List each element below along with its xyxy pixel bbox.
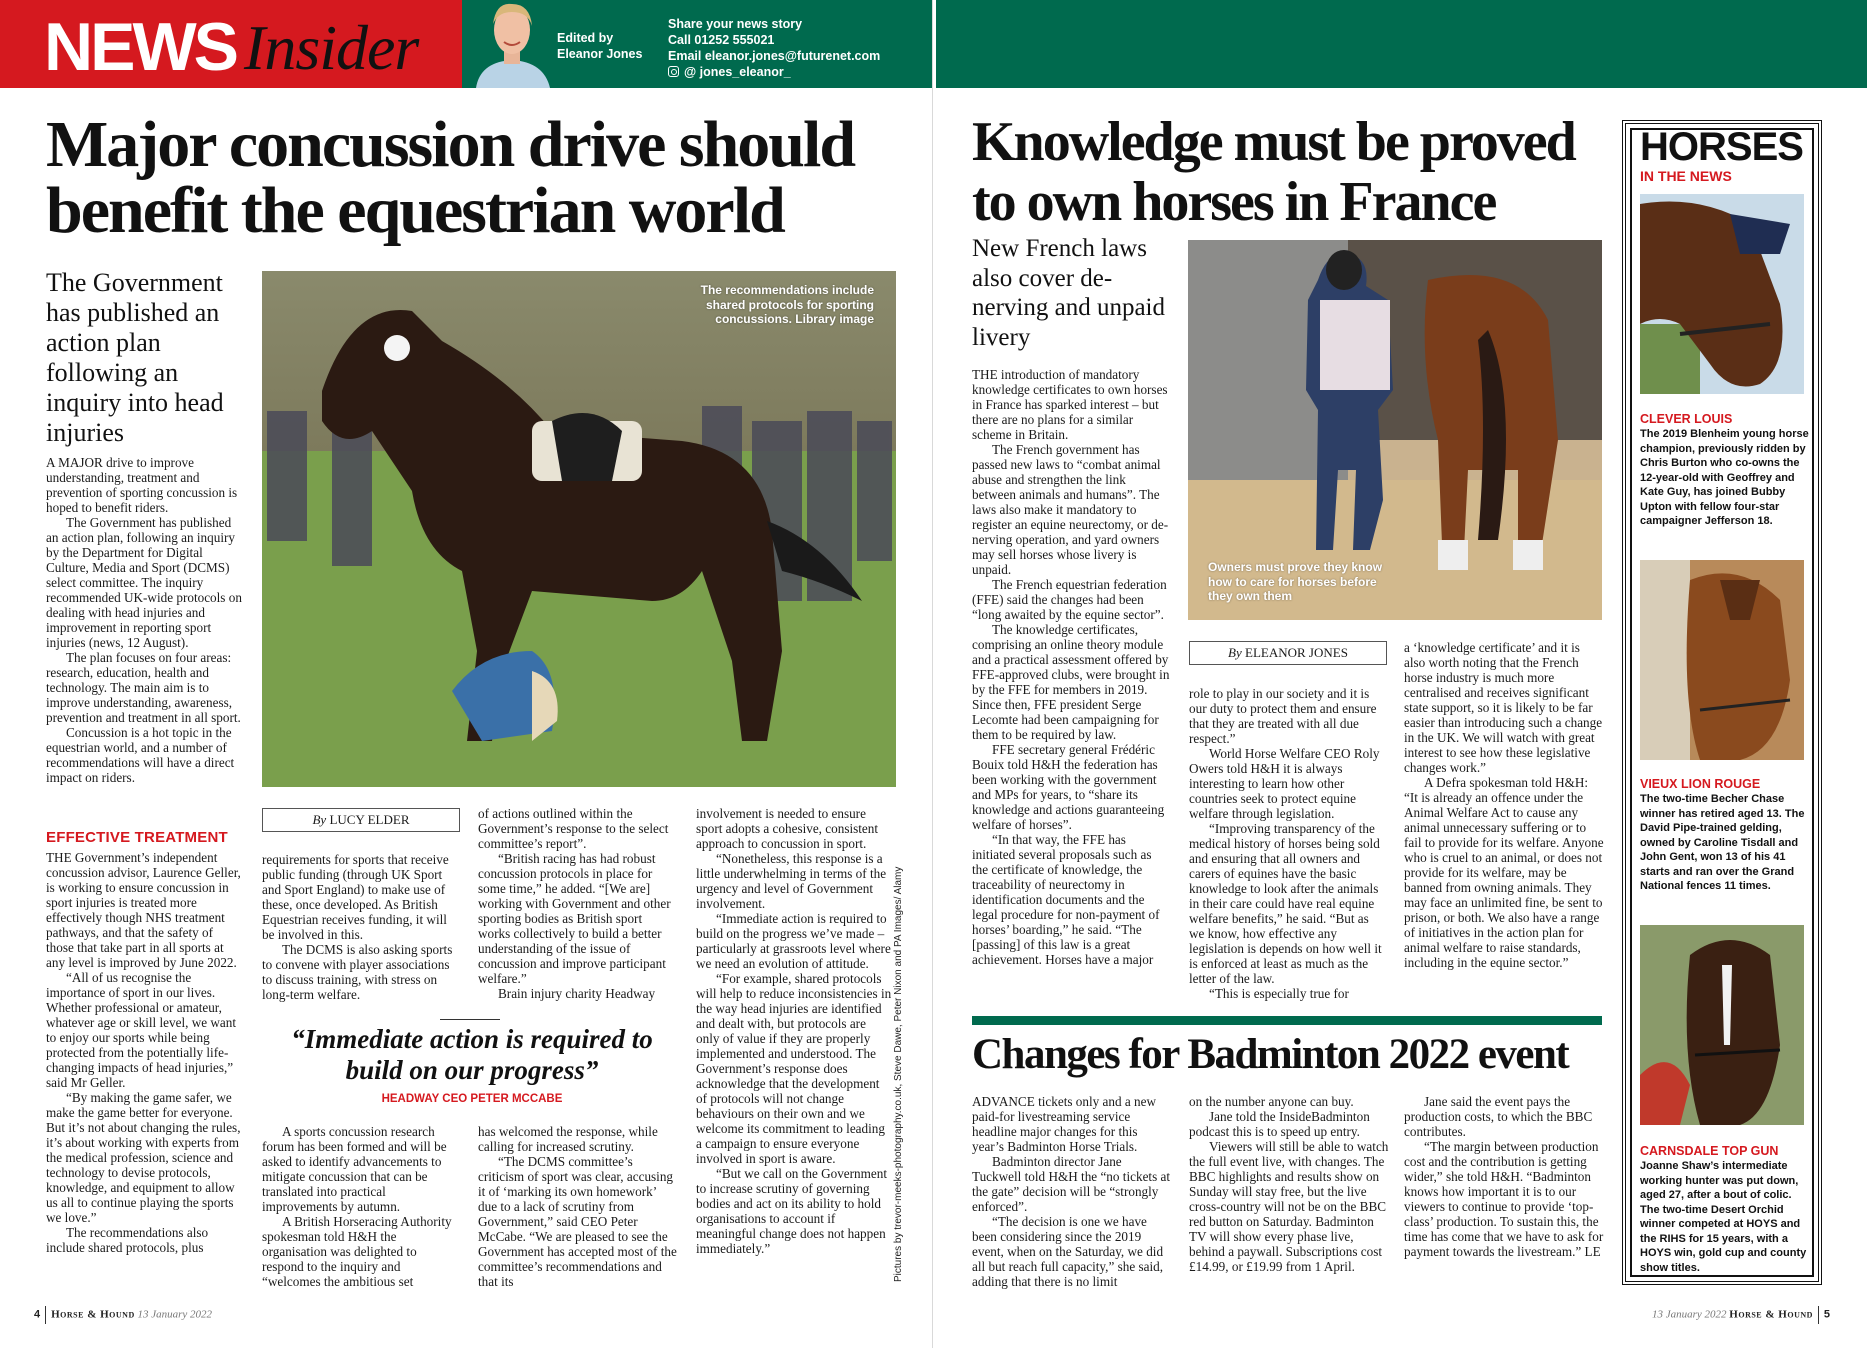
paragraph: FFE secretary general Frédéric Bouix told H&H the federation has been working with the government and MPs for years, to “share its knowledge and actions guaranteeing welfare of horses”.	[972, 742, 1165, 832]
sidebar-item-title: CARNSDALE TOP GUN	[1640, 1144, 1779, 1158]
page-number-right: 5	[1823, 1308, 1831, 1321]
article1-col3-top	[478, 806, 676, 1001]
paragraph: Brain injury charity Headway	[498, 986, 656, 1001]
article1-col4	[696, 806, 892, 1256]
headline-line: to own horses in France	[972, 171, 1496, 233]
paragraph: Viewers will still be able to watch the full event live, with changes. The BBC highlights and results show on Sunday will stay free, but the live cross-country will not be on the BBC red button on Saturday. Badminton TV will show every phase live, behind a paywall. Subscriptions cost £14.99, or £19.99 from 1 April.	[1189, 1139, 1389, 1274]
article2-photo-caption: Owners must prove they know how to care for horses before they own them	[1208, 560, 1383, 603]
article1-photo-caption: The recommendations include shared protocols for sporting concussions. Library image	[700, 283, 874, 326]
paragraph: of actions outlined within the Government’s response to the select committee’s report”.	[478, 806, 669, 851]
edited-by-label: Edited by	[557, 31, 614, 45]
sidebar-item-title: CLEVER LOUIS	[1640, 412, 1733, 426]
logo-news: NEWS	[44, 9, 236, 85]
article1-headline	[46, 108, 906, 247]
headline-line: benefit the equestrian world	[46, 174, 784, 247]
picture-credit: Pictures by trevor-meeks-photography.co.uk, Steve Dawe, Peter Nixon and PA Images/ Alamy	[893, 866, 904, 1282]
sidebar-photo-vieux-lion-rouge	[1640, 560, 1804, 760]
article3-headline: Changes for Badminton 2022 event	[972, 1031, 1569, 1078]
byline-prefix: By	[1228, 645, 1242, 660]
paragraph: The DCMS is also asking sports to convene with player associations to discuss training, with stress on long-term welfare.	[262, 942, 453, 1002]
footer-separator	[45, 1306, 46, 1324]
paragraph: The French government has passed new laws to “combat animal abuse and strengthen the link between animals and humans”. The laws also make it mandatory to register an equine neurectomy, or de-nerving operation, and yard owners may sell horses whose livery is unpaid.	[972, 442, 1169, 577]
article2-headline	[972, 112, 1592, 232]
article1-photo-horse-fall	[262, 271, 896, 787]
paragraph: “All of us recognise the importance of sport in our lives. Whether professional or amateur, whatever age or skill level, we want to enjoy our sports while being protected from the potentially life-changing impacts of head injuries,” said Mr Geller.	[46, 970, 237, 1090]
paragraph: “By making the game safer, we make the game better for everyone. But it’s not about changing the rules, it’s about working with experts from the medical profession, science and technology to devise protocols, knowledge, and equipment to allow us all to continue playing the sports we love.”	[46, 1090, 241, 1225]
sidebar-photo-carnsdale-top-gun	[1640, 925, 1804, 1125]
paragraph: The French equestrian federation (FFE) said the changes had been “long awaited by the equine sector”.	[972, 577, 1167, 622]
article1-byline	[262, 808, 460, 832]
sidebar-title: HORSES	[1640, 125, 1803, 169]
share-label: Share your news story	[668, 17, 803, 31]
page-gutter	[932, 0, 936, 1348]
contact-instagram[interactable]	[668, 64, 880, 80]
paragraph: ADVANCE tickets only and a new paid-for livestreaming service headline major changes for this year’s Badminton Horse Trials.	[972, 1094, 1156, 1154]
article1-col2-bottom	[262, 1124, 460, 1289]
pull-quote: “Immediate action is required to build on our progress”	[291, 1024, 653, 1085]
footer-masthead: Horse & Hound	[1729, 1308, 1813, 1321]
paragraph: “British racing has had robust concussion protocols in place for some time,” he added. “[We are] working with Government and other sporting bodies as British sport works collectively to build a better understanding of the issue of concussion and improve participant welfare.”	[478, 851, 671, 986]
sidebar-item-text: The 2019 Blenheim young horse champion, previously ridden by Chris Burton who co-owns the 12-year-old with Geoffrey and Kate Guy, has joined Bubby Upton with fellow four-star campaigner Jefferson 18.	[1640, 428, 1809, 527]
sidebar-item-text: The two-time Becher Chase winner has retired aged 13. The David Pipe-trained gelding, owned by Caroline Tisdall and John Gent, won 13 of his 41 starts and ran over the Grand National fences 11 times.	[1640, 793, 1805, 892]
paragraph: Concussion is a hot topic in the equestrian world, and a number of recommendations will have a direct impact on riders.	[46, 725, 235, 785]
paragraph: “This is especially true for	[1209, 986, 1349, 1001]
footer-masthead: Horse & Hound	[51, 1308, 135, 1321]
paragraph: The Government has published an action plan, following an inquiry by the Department for Digital Culture, Media and Sport (DCMS) select committee. The inquiry recommended UK-wide protocols on dealing with head injuries and improvement in reporting sport injuries (news, 12 August).	[46, 515, 242, 650]
article1-standfirst: The Government has published an action plan following an inquiry into head injuries	[46, 268, 224, 447]
paragraph: has welcomed the response, while calling for increased scrutiny.	[478, 1124, 658, 1154]
paragraph: “The DCMS committee’s criticism of sport was clear, accusing it of ‘marking its own homework’ due to a lack of scrutiny from Government,” said CEO Peter McCabe. “We are pleased to see the Government has accepted most of the committee’s recommendations and that its	[478, 1154, 677, 1289]
instagram-icon	[668, 66, 679, 77]
paragraph: “But we call on the Government to increase scrutiny of governing bodies and act on its ability to hold organisations to account if meaningful change does not happen immediately.”	[696, 1166, 888, 1256]
paragraph: The plan focuses on four areas: research, education, health and technology. The main aim is to improve understanding, awareness, prevention and treatment in all sport.	[46, 650, 241, 725]
article1-col2-top	[262, 852, 460, 1002]
paragraph: involvement is needed to ensure sport adopts a cohesive, consistent approach to concussion in sport.	[696, 806, 879, 851]
paragraph: A MAJOR drive to improve understanding, treatment and prevention of sporting concussion is hoped to benefit riders.	[46, 455, 238, 515]
editor-credit	[557, 30, 642, 62]
paragraph: on the number anyone can buy.	[1189, 1094, 1354, 1109]
logo-insider: Insider	[244, 12, 419, 83]
paragraph: “The decision is one we have been considering since the 2019 event, when on the Saturday, we did all but reach full capacity,” she said, adding that there is no limit	[972, 1214, 1164, 1289]
paragraph: “The margin between production cost and the contribution is getting wider,” she told H&H. “Badminton knows how important it is to our viewers to continue to provide ‘top-class’ production. To sustain this, the time has come that we have to ask for payment towards the livestream.” LE	[1404, 1139, 1604, 1259]
paragraph: THE introduction of mandatory knowledge certificates to own horses in France has sparked interest – but there are no plans for a similar scheme in Britain.	[972, 367, 1168, 442]
paragraph: Jane told the InsideBadminton podcast this is to speed up entry.	[1189, 1109, 1370, 1139]
article3-col1	[972, 1094, 1172, 1289]
article2-photo-horse-walk	[1188, 240, 1602, 620]
article2-byline	[1189, 641, 1387, 665]
footer-date: 13 January 2022	[1652, 1308, 1727, 1321]
contact-block	[668, 16, 880, 80]
sidebar-subtitle: IN THE NEWS	[1640, 168, 1732, 184]
paragraph: “For example, shared protocols will help to reduce inconsistencies in the way head injuries are identified and dealt with, but protocols are only of value if they are properly implemented and understood. The Government’s response does acknowledge that the development of protocols will not change behaviours on their own and we welcome its commitment to leading a campaign to ensure everyone involved in sport is aware.	[696, 971, 892, 1166]
paragraph: “In that way, the FFE has initiated several proposals such as the certificate of knowledge, the traceability of neurectomy in identification documents and the legal procedure for non-payment of horses’ boarding,” he said. “The [passing] of this law is a great achievement. Horses have a major	[972, 832, 1160, 967]
section-divider	[972, 1016, 1602, 1025]
paragraph: requirements for sports that receive public funding (through UK Sport and Sport England) to make use of these, once developed. As British Equestrian receives funding, it will be involved in this.	[262, 852, 449, 942]
sidebar-item-title: VIEUX LION ROUGE	[1640, 777, 1761, 791]
footer-left	[34, 1306, 212, 1324]
headline-line: Major concussion drive should	[46, 108, 855, 181]
contact-phone[interactable]: Call 01252 555021	[668, 33, 775, 47]
paragraph: role to play in our society and it is our duty to protect them and ensure that they are treated with all due respect.”	[1189, 686, 1377, 746]
article2-col3	[1404, 640, 1604, 970]
paragraph: a ‘knowledge certificate’ and it is also worth noting that the French horse industry is much more centralised and receives significant state support, so it is likely to be far easier than introducing such a change in the UK. We will watch with great interest to see how these legislative changes work.”	[1404, 640, 1603, 775]
footer-right	[1652, 1306, 1830, 1324]
headline-line: Knowledge must be proved	[972, 111, 1575, 173]
sidebar-photo-clever-louis	[1640, 194, 1804, 394]
pull-quote-rule	[440, 1019, 500, 1020]
paragraph: “Nonetheless, this response is a little underwhelming in terms of the urgency and level of Government involvement.	[696, 851, 887, 911]
article1-col1b	[46, 850, 244, 1255]
pull-quote-attribution: HEADWAY CEO PETER MCCABE	[381, 1093, 563, 1105]
byline-name: ELEANOR JONES	[1245, 645, 1348, 660]
article2-col2	[1189, 686, 1387, 1001]
subhead-effective-treatment: EFFECTIVE TREATMENT	[46, 829, 228, 846]
paragraph: Badminton director Jane Tuckwell told H&H the “no tickets at the gate” decision will be “strongly enforced”.	[972, 1154, 1171, 1214]
byline-name: LUCY ELDER	[329, 812, 410, 827]
editor-photo	[466, 0, 558, 88]
paragraph: Jane said the event pays the production costs, to which the BBC contributes.	[1404, 1094, 1593, 1139]
article1-col1	[46, 455, 244, 785]
paragraph: “Improving transparency of the medical history of horses being sold and ensuring that all owners and carers of equines have the basic knowledge to look after the animals in their care could have real equine welfare benefits,” he said. “But as we know, how effective any legislation is depends on how well it is enforced at least as much as the letter of the law.	[1189, 821, 1382, 986]
paragraph: World Horse Welfare CEO Roly Owers told H&H it is always interesting to learn how other countries seek to protect equine welfare through legislation.	[1189, 746, 1380, 821]
contact-email[interactable]: Email eleanor.jones@futurenet.com	[668, 49, 881, 63]
paragraph: THE Government’s independent concussion advisor, Laurence Geller, is working to ensure concussion in sport injuries is treated more effectively though NHS treatment pathways, and that the safety of those that take part in all sports at any level is improved by June 2022.	[46, 850, 241, 970]
paragraph: A British Horseracing Authority spokesman told H&H the organisation was delighted to respond to the inquiry and “welcomes the ambitious set	[262, 1214, 452, 1289]
paragraph: A Defra spokesman told H&H: “It is already an offence under the Animal Welfare Act to cause any animal unnecessary suffering or to fail to provide for its welfare. Anyone who is cruel to an animal, or does not provide for its welfare, may be banned from owning animals. They may face an unlimited fine, be sent to prison, or both. We also have a range of initiatives in the action plan for animal welfare to raise standards, including in the equine sector.”	[1404, 775, 1604, 970]
editor-name: Eleanor Jones	[557, 47, 643, 61]
paragraph: The knowledge certificates, comprising an online theory module and a practical assessment offered by FFE-approved clubs, were brought in by the FFE for members in 2019. Since then, FFE president Serge Lecomte had been campaigning for them to be required by law.	[972, 622, 1170, 742]
article2-col1	[972, 367, 1170, 967]
article3-col2	[1189, 1094, 1389, 1274]
paragraph: A sports concussion research forum has been formed and will be asked to identify advancements to mitigate concussion that can be translated into practical improvements by autumn.	[262, 1124, 447, 1214]
header-green-band-right	[936, 0, 1867, 88]
byline-prefix: By	[312, 812, 327, 827]
article1-col3-bottom	[478, 1124, 678, 1289]
paragraph: “Immediate action is required to build on the progress we’ve made – particularly at grassroots level where we need an evolution of attitude.	[696, 911, 891, 971]
instagram-handle: @ jones_eleanor_	[684, 65, 791, 79]
paragraph: The recommendations also include shared protocols, plus	[46, 1225, 209, 1255]
page-number-left: 4	[34, 1308, 41, 1321]
article3-col3	[1404, 1094, 1604, 1259]
footer-date: 13 January 2022	[137, 1308, 213, 1321]
article2-standfirst: New French laws also cover de-nerving and unpaid livery	[972, 235, 1166, 351]
sidebar-item-text: Joanne Shaw’s intermediate working hunter was put down, aged 27, after a bout of colic. The two-time Desert Orchid winner competed at HOYS and the RIHS for 15 years, with a HOYS win, gold cup and county show titles.	[1640, 1160, 1807, 1274]
footer-separator	[1818, 1306, 1819, 1324]
